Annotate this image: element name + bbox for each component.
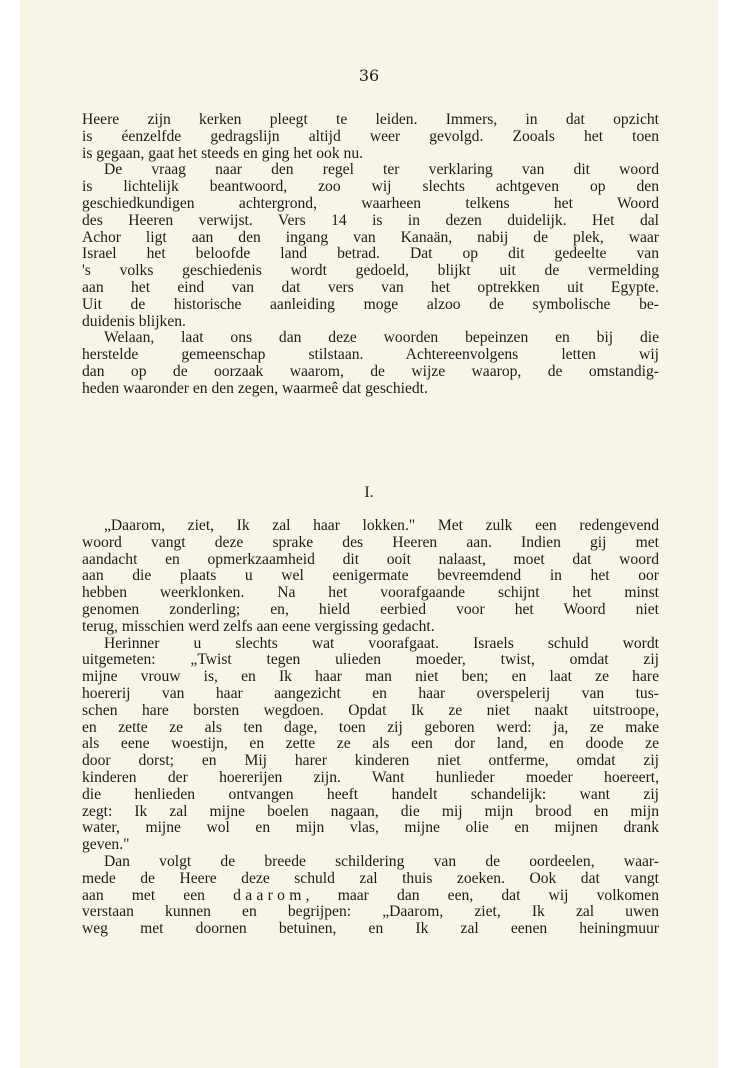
text-line: die henlieden ontvangen heeft handelt schandelijk: want zij xyxy=(82,785,659,803)
text-line: De vraag naar den regel ter verklaring van dit woord xyxy=(104,161,659,179)
text-line: 's volks geschiedenis wordt gedoeld, blijkt uit de vermelding xyxy=(82,262,659,280)
text-line: door dorst; en Mij harer kinderen niet ontferme, omdat zij xyxy=(82,752,659,770)
text-line: mijne vrouw is, en Ik haar man niet ben; en laat ze hare xyxy=(82,668,659,686)
text-line: geschiedkundigen achtergrond, waarheen telkens het Woord xyxy=(82,194,659,212)
text-line: Achor ligt aan den ingang van Kanaän, nabij de plek, waar xyxy=(82,228,659,246)
text-line: genomen zonderling; en, hield eerbied voor het Woord niet xyxy=(82,600,659,618)
text-line: herstelde gemeenschap stilstaan. Achtereenvolgens letten wij xyxy=(82,346,659,364)
section-heading: I. xyxy=(364,484,374,501)
spaced-word: daarom xyxy=(233,886,306,904)
text-line: des Heeren verwijst. Vers 14 is in dezen duidelijk. Het dal xyxy=(82,211,659,229)
text-line: aan het eind van dat vers van het optrekken uit Egypte. xyxy=(82,278,659,296)
text-block-intro xyxy=(82,112,659,398)
text-line: Welaan, laat ons dan deze woorden bepeinzen en bij die xyxy=(104,329,659,347)
text-line: aan die plaats u wel eenigermate bevreemdend in het oor xyxy=(82,567,659,585)
text-line: heden waaronder en den zegen, waarmeê dat geschiedt. xyxy=(82,379,428,397)
text-line: geven." xyxy=(82,836,130,854)
text-line: is éenzelfde gedragslijn altijd weer gevolgd. Zooals het toen xyxy=(82,127,659,145)
text-line: dan op de oorzaak waarom, de wijze waarop, de omstandig- xyxy=(82,362,659,380)
text-line: kinderen der hoererijen zijn. Want hunlieder moeder hoereert, xyxy=(82,768,659,786)
text-line: woord vangt deze sprake des Heeren aan. Indien gij met xyxy=(82,533,659,551)
text-line: water, mijne wol en mijn vlas, mijne olie en mijnen drank xyxy=(82,819,659,837)
text-line: hoererij van haar aangezicht en haar overspelerij van tus- xyxy=(82,684,659,702)
text-line: hebben weerklonken. Na het voorafgaande schijnt het minst xyxy=(82,584,659,602)
text-line: schen hare borsten wegdoen. Opdat Ik ze niet naakt uitstroope, xyxy=(82,701,659,719)
text-line: weg met doornen betuinen, en Ik zal eenen heiningmuur xyxy=(82,920,659,938)
text-line: uitgemeten: „Twist tegen ulieden moeder, twist, omdat zij xyxy=(82,651,659,669)
text-line: Heere zijn kerken pleegt te leiden. Immers, in dat opzicht xyxy=(82,111,659,128)
text-line: zegt: Ik zal mijne boelen nagaan, die mij mijn brood en mijn xyxy=(82,802,659,820)
text-line-spaced xyxy=(82,888,659,905)
text-line: terug, misschien werd zelfs aan eene vergissing gedacht. xyxy=(82,617,435,635)
text-line: mede de Heere deze schuld zal thuis zoeken. Ook dat vangt xyxy=(82,869,659,887)
text-line: „Daarom, ziet, Ik zal haar lokken." Met zulk een redengevend xyxy=(104,517,659,534)
text-line: verstaan kunnen en begrijpen: „Daarom, ziet, Ik zal uwen xyxy=(82,903,659,921)
text-line: Dan volgt de breede schildering van de oordeelen, waar- xyxy=(104,852,659,870)
text-line: Herinner u slechts wat voorafgaat. Israels schuld wordt xyxy=(104,634,659,652)
text-line: als eene woestijn, en zette ze als een dor land, en doode ze xyxy=(82,735,659,753)
text-fragment: aan met een xyxy=(82,886,205,904)
text-line: duidenis blijken. xyxy=(82,312,186,330)
text-line: is lichtelijk beantwoord, zoo wij slechts achtgeven op den xyxy=(82,178,659,196)
text-line: is gegaan, gaat het steeds en ging het ook nu. xyxy=(82,144,364,162)
text-fragment: , maar dan een, dat wij volkomen xyxy=(305,886,659,904)
text-line: aandacht en opmerkzaamheid dit ooit nalaast, moet dat woord xyxy=(82,550,659,568)
text-block-section-one xyxy=(82,518,659,938)
text-line: Israel het beloofde land betrad. Dat op dit gedeelte van xyxy=(82,245,659,263)
page-number: 36 xyxy=(358,66,380,85)
book-page xyxy=(20,0,718,1068)
text-line: en zette ze als ten dage, toen zij geboren werd: ja, ze make xyxy=(82,718,659,736)
text-line: Uit de historische aanleiding moge alzoo de symbolische be- xyxy=(82,295,659,313)
